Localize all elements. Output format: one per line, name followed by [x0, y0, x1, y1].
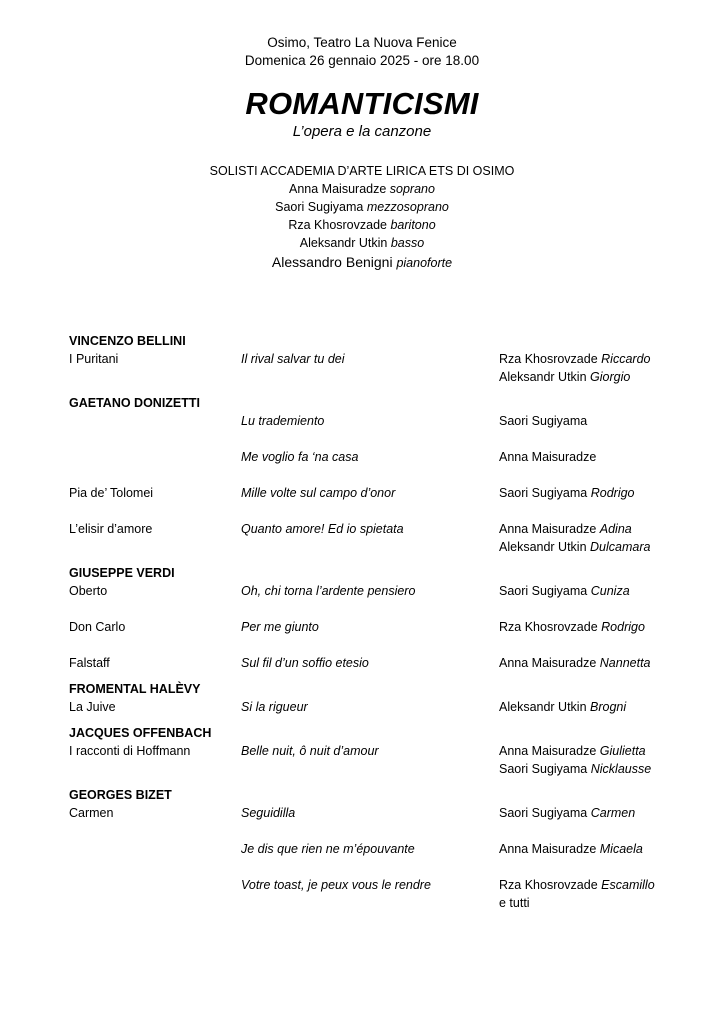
performer-name: Saori Sugiyama: [499, 762, 588, 776]
concert-title: ROMANTICISMI: [245, 86, 479, 121]
aria-title: Belle nuit, ô nuit d’amour: [241, 744, 379, 758]
performer-line: [499, 840, 699, 858]
program-piece: [69, 582, 689, 600]
performers: [499, 520, 699, 556]
composer-name: GAETANO DONIZETTI: [69, 396, 201, 410]
pianist-instrument: pianoforte: [396, 256, 453, 270]
soloist-voice: soprano: [389, 182, 435, 196]
aria-title: Si la rigueur: [241, 700, 308, 714]
performer-name: Aleksandr Utkin: [499, 540, 587, 554]
performer-line: [499, 894, 699, 912]
opera-title: L’elisir d’amore: [69, 522, 153, 536]
soloist-voice: mezzosoprano: [366, 200, 449, 214]
performer-name: Saori Sugiyama: [499, 806, 588, 820]
performer-line: [499, 448, 699, 466]
performer-name: Aleksandr Utkin: [499, 700, 587, 714]
program-piece: [69, 742, 689, 778]
venue-line: Osimo, Teatro La Nuova Fenice: [267, 35, 457, 50]
aria-title: Seguidilla: [241, 806, 296, 820]
soloist-line: [0, 180, 724, 198]
character-name: Cuniza: [590, 584, 630, 598]
composer-heading: [69, 786, 689, 804]
performer-line: [499, 484, 699, 502]
program-piece: [69, 350, 689, 386]
soloist-line: [0, 234, 724, 252]
aria-title: Mille volte sul campo d’onor: [241, 486, 396, 500]
performer-line: [499, 804, 699, 822]
soloist-name: Anna Maisuradze: [289, 182, 387, 196]
performers: [499, 654, 699, 672]
performer-name: Anna Maisuradze: [499, 450, 597, 464]
performer-name: Anna Maisuradze: [499, 744, 597, 758]
soloist-line: [0, 216, 724, 234]
performer-name: Saori Sugiyama: [499, 486, 588, 500]
opera-title: Falstaff: [69, 656, 110, 670]
soloist-voice: basso: [390, 236, 425, 250]
opera-title: Pia de’ Tolomei: [69, 486, 154, 500]
program-piece: [69, 840, 689, 858]
composer-name: GEORGES BIZET: [69, 788, 172, 802]
aria-title: Quanto amore! Ed io spietata: [241, 522, 404, 536]
character-name: Carmen: [590, 806, 636, 820]
aria-title: Il rival salvar tu dei: [241, 352, 345, 366]
opera-title: La Juive: [69, 700, 116, 714]
soloist-name: Saori Sugiyama: [275, 200, 364, 214]
opera-title: Don Carlo: [69, 620, 126, 634]
composer-heading: [69, 680, 689, 698]
performer-line: [499, 582, 699, 600]
performer-line: [499, 876, 699, 894]
composer-heading: [69, 394, 689, 412]
character-name: Giulietta: [599, 744, 646, 758]
program-piece: [69, 412, 689, 430]
character-name: Giorgio: [590, 370, 631, 384]
character-name: Rodrigo: [601, 620, 645, 634]
performers: [499, 876, 699, 912]
performer-name: Rza Khosrovzade: [499, 352, 598, 366]
composer-name: FROMENTAL HALÈVY: [69, 682, 201, 696]
soloist-voice: baritono: [390, 218, 436, 232]
program-piece: [69, 618, 689, 636]
performer-line: [499, 412, 699, 430]
performer-name: Saori Sugiyama: [499, 414, 588, 428]
program-piece: [69, 698, 689, 716]
performer-line: [499, 350, 699, 368]
performer-line: [499, 760, 699, 778]
performer-line: [499, 520, 699, 538]
composer-heading: [69, 724, 689, 742]
opera-title: I Puritani: [69, 352, 119, 366]
character-name: Riccardo: [601, 352, 651, 366]
date-line: Domenica 26 gennaio 2025 - ore 18.00: [244, 53, 480, 68]
concert-header: [0, 34, 724, 273]
soloist-name: Rza Khosrovzade: [288, 218, 387, 232]
performer-name: Aleksandr Utkin: [499, 370, 587, 384]
opera-title: Oberto: [69, 584, 108, 598]
performer-name: Rza Khosrovzade: [499, 878, 598, 892]
aria-title: Votre toast, je peux vous le rendre: [241, 878, 431, 892]
performer-name: Anna Maisuradze: [499, 522, 597, 536]
performer-name: Anna Maisuradze: [499, 842, 597, 856]
character-name: Escamillo: [601, 878, 655, 892]
performers: [499, 804, 699, 822]
performer-line: [499, 538, 699, 556]
opera-title: I racconti di Hoffmann: [69, 744, 191, 758]
ensemble-name: SOLISTI ACCADEMIA D’ARTE LIRICA ETS DI OSIMO: [209, 164, 515, 178]
performer-name: e tutti: [499, 896, 530, 910]
performers: [499, 448, 699, 466]
composer-heading: [69, 564, 689, 582]
character-name: Dulcamara: [590, 540, 651, 554]
performer-line: [499, 742, 699, 760]
program-piece: [69, 804, 689, 822]
performers: [499, 840, 699, 858]
character-name: Nicklausse: [590, 762, 652, 776]
performers: [499, 698, 699, 716]
program-piece: [69, 484, 689, 502]
performer-name: Rza Khosrovzade: [499, 620, 598, 634]
composer-name: VINCENZO BELLINI: [69, 334, 186, 348]
program-list: [69, 332, 689, 912]
character-name: Adina: [599, 522, 632, 536]
character-name: Rodrigo: [590, 486, 635, 500]
program-piece: [69, 448, 689, 466]
character-name: Micaela: [599, 842, 643, 856]
aria-title: Je dis que rien ne m’épouvante: [241, 842, 415, 856]
performer-name: Anna Maisuradze: [499, 656, 597, 670]
aria-title: Lu trademiento: [241, 414, 325, 428]
soloist-name: Aleksandr Utkin: [299, 236, 388, 250]
aria-title: Me voglio fa ‘na casa: [241, 450, 359, 464]
character-name: Nannetta: [599, 656, 651, 670]
concert-subtitle: L’opera e la canzone: [292, 123, 432, 140]
performer-name: Saori Sugiyama: [499, 584, 588, 598]
performers: [499, 742, 699, 778]
aria-title: Sul fil d’un soffio etesio: [241, 656, 369, 670]
performers: [499, 582, 699, 600]
program-piece: [69, 654, 689, 672]
character-name: Brogni: [590, 700, 627, 714]
aria-title: Oh, chi torna l’ardente pensiero: [241, 584, 416, 598]
composer-name: JACQUES OFFENBACH: [69, 726, 212, 740]
program-piece: [69, 520, 689, 556]
performers: [499, 618, 699, 636]
pianist-line: [0, 252, 724, 273]
aria-title: Per me giunto: [241, 620, 319, 634]
performers: [499, 484, 699, 502]
program-piece: [69, 876, 689, 912]
performers: [499, 412, 699, 430]
soloist-line: [0, 198, 724, 216]
performers: [499, 350, 699, 386]
performer-line: [499, 654, 699, 672]
composer-name: GIUSEPPE VERDI: [69, 566, 175, 580]
performer-line: [499, 368, 699, 386]
pianist-name: Alessandro Benigni: [271, 254, 393, 270]
composer-heading: [69, 332, 689, 350]
performer-line: [499, 618, 699, 636]
opera-title: Carmen: [69, 806, 114, 820]
performer-line: [499, 698, 699, 716]
